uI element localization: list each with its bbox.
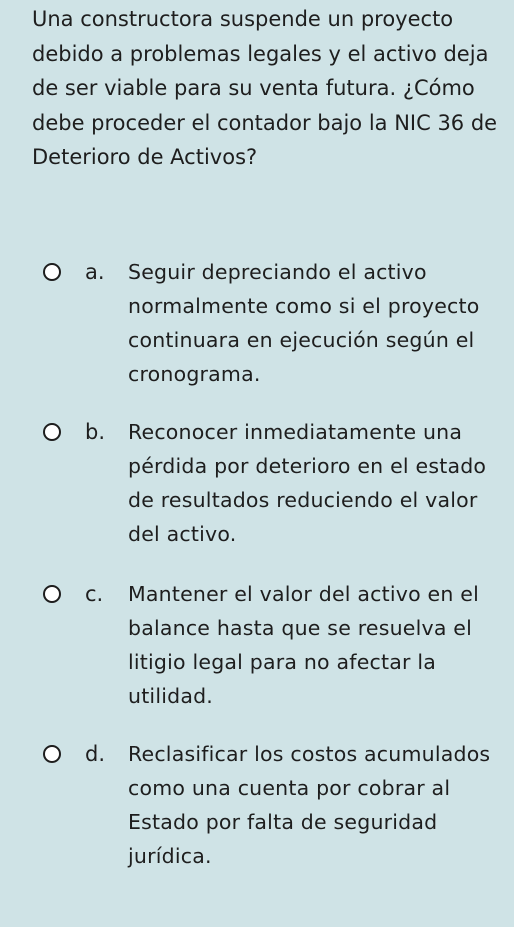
option-a[interactable] xyxy=(0,255,514,423)
radio-option-a[interactable] xyxy=(43,263,61,281)
option-b[interactable] xyxy=(0,415,514,583)
option-a-text: Seguir depreciando el activo normalmente como si el proyecto continuara en ejecución según el cronograma. xyxy=(128,260,480,386)
option-d-text: Reclasificar los costos acumulados como una cuenta por cobrar al Estado por falta de seguridad jurídica. xyxy=(128,742,491,868)
option-d[interactable] xyxy=(0,737,514,905)
answer-options xyxy=(0,255,514,927)
radio-option-c[interactable] xyxy=(43,585,61,603)
option-b-letter: b. xyxy=(85,420,106,444)
option-d-letter: d. xyxy=(85,742,106,766)
option-c-text: Mantener el valor del activo en el balance hasta que se resuelva el litigio legal para no afectar la utilidad. xyxy=(128,582,479,708)
option-a-letter: a. xyxy=(85,260,105,284)
radio-option-b[interactable] xyxy=(43,423,61,441)
option-c[interactable] xyxy=(0,577,514,745)
radio-option-d[interactable] xyxy=(43,745,61,763)
question-text: Una constructora suspende un proyecto debido a problemas legales y el activo deja de ser viable para su venta futura. ¿Cómo debe proceder el contador bajo la NIC 36 de Deterioro de Activos? xyxy=(32,7,498,169)
option-c-letter: c. xyxy=(85,582,104,606)
option-b-text: Reconocer inmediatamente una pérdida por deterioro en el estado de resultados reduciendo el valor del activo. xyxy=(128,420,487,546)
